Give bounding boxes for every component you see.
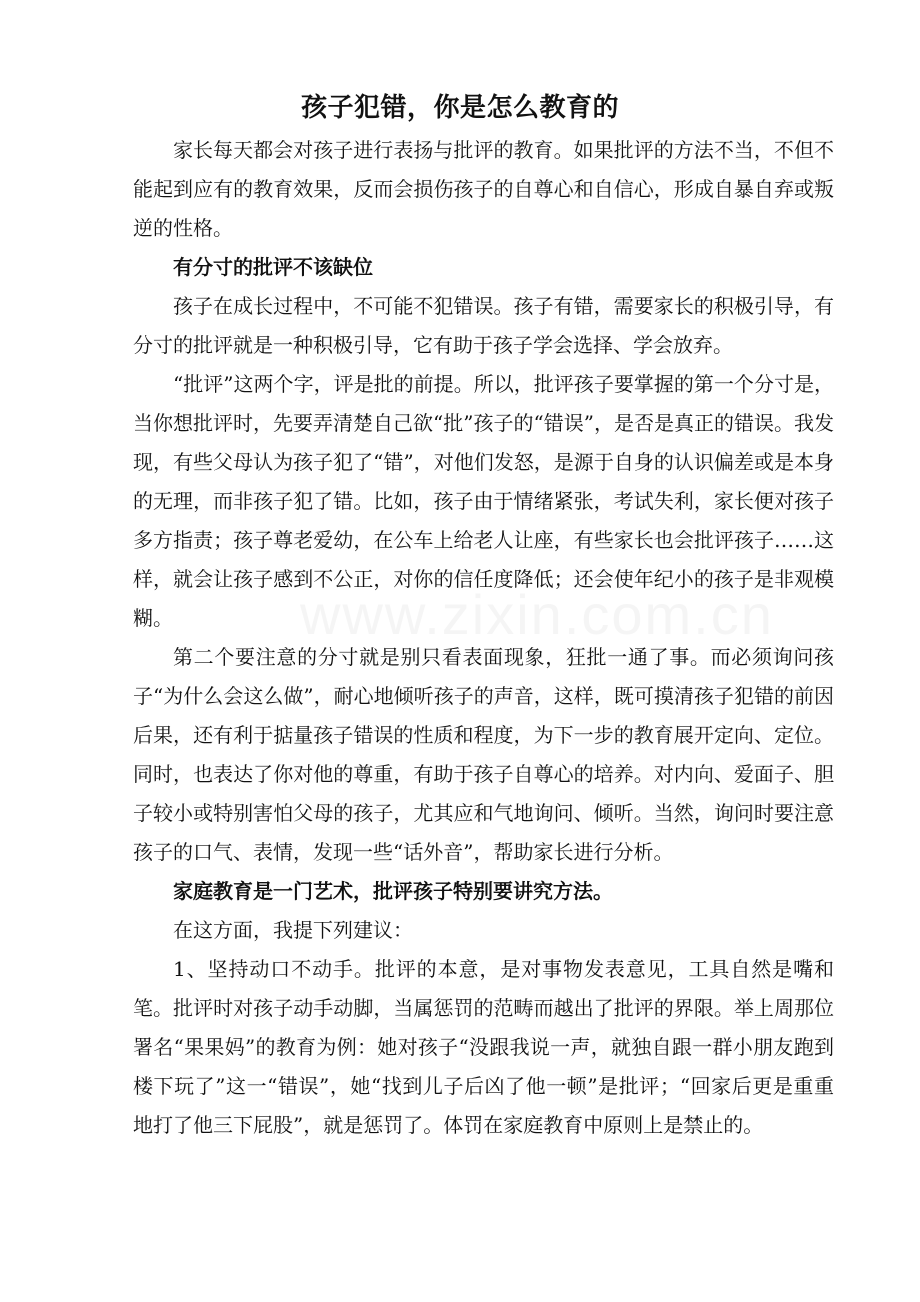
section-heading: 家庭教育是一门艺术，批评孩子特别要讲究方法。: [173, 879, 613, 903]
intro-paragraph: 家长每天都会对孩子进行表扬与批评的教育。如果批评的方法不当，不但不能起到应有的教育效果，反而会损伤孩子的自尊心和自信心，形成自暴自弃或叛逆的性格。: [133, 138, 834, 240]
body-paragraph: “批评”这两个字，评是批的前提。所以，批评孩子要掌握的第一个分寸是，当你想批评时，先要弄清楚自己欲“批”孩子的“错误”，是否是真正的错误。我发现，有些父母认为孩子犯了“错”，对他们发怒，是源于自身的认识偏差或是本身的无理，而非孩子犯了错。比如，孩子由于情绪紧张，考试失利，家长便对孩子多方指责；孩子尊老爱幼，在公车上给老人让座，有些家长也会批评孩子……这样，就会让孩子感到不公正，对你的信任度降低；还会使年纪小的孩子是非观模糊。: [133, 372, 834, 630]
watermark: www.zixin.com.cn: [300, 583, 774, 646]
body-paragraph: 第二个要注意的分寸就是别只看表面现象，狂批一通了事。而必须询问孩子“为什么会这么做”，耐心地倾听孩子的声音，这样，既可摸清孩子犯错的前因后果，还有利于掂量孩子错误的性质和程度，为下一步的教育展开定向、定位。同时，也表达了你对他的尊重，有助于孩子自尊心的培养。对内向、爱面子、胆子较小或特别害怕父母的孩子，尤其应和气地询问、倾听。当然，询问时要注意孩子的口气、表情，发现一些“话外音”，帮助家长进行分析。: [133, 645, 834, 864]
body-paragraph: 在这方面，我提下列建议：: [173, 918, 413, 942]
body-paragraph: 1、坚持动口不动手。批评的本意，是对事物发表意见，工具自然是嘴和笔。批评时对孩子动手动脚，当属惩罚的范畴而越出了批评的界限。举上周那位署名“果果妈”的教育为例：她对孩子“没跟我说一声，就独自跟一群小朋友跑到楼下玩了”这一“错误”，她“找到儿子后凶了他一顿”是批评；“回家后更是重重地打了他三下屁股”，就是惩罚了。体罚在家庭教育中原则上是禁止的。: [133, 957, 834, 1137]
body-paragraph: 孩子在成长过程中，不可能不犯错误。孩子有错，需要家长的积极引导，有分寸的批评就是一种积极引导，它有助于孩子学会选择、学会放弃。: [133, 294, 834, 357]
document-title: 孩子犯错，你是怎么教育的: [300, 93, 619, 123]
document-body: [133, 131, 834, 1145]
section-heading: 有分寸的批评不该缺位: [173, 255, 373, 279]
